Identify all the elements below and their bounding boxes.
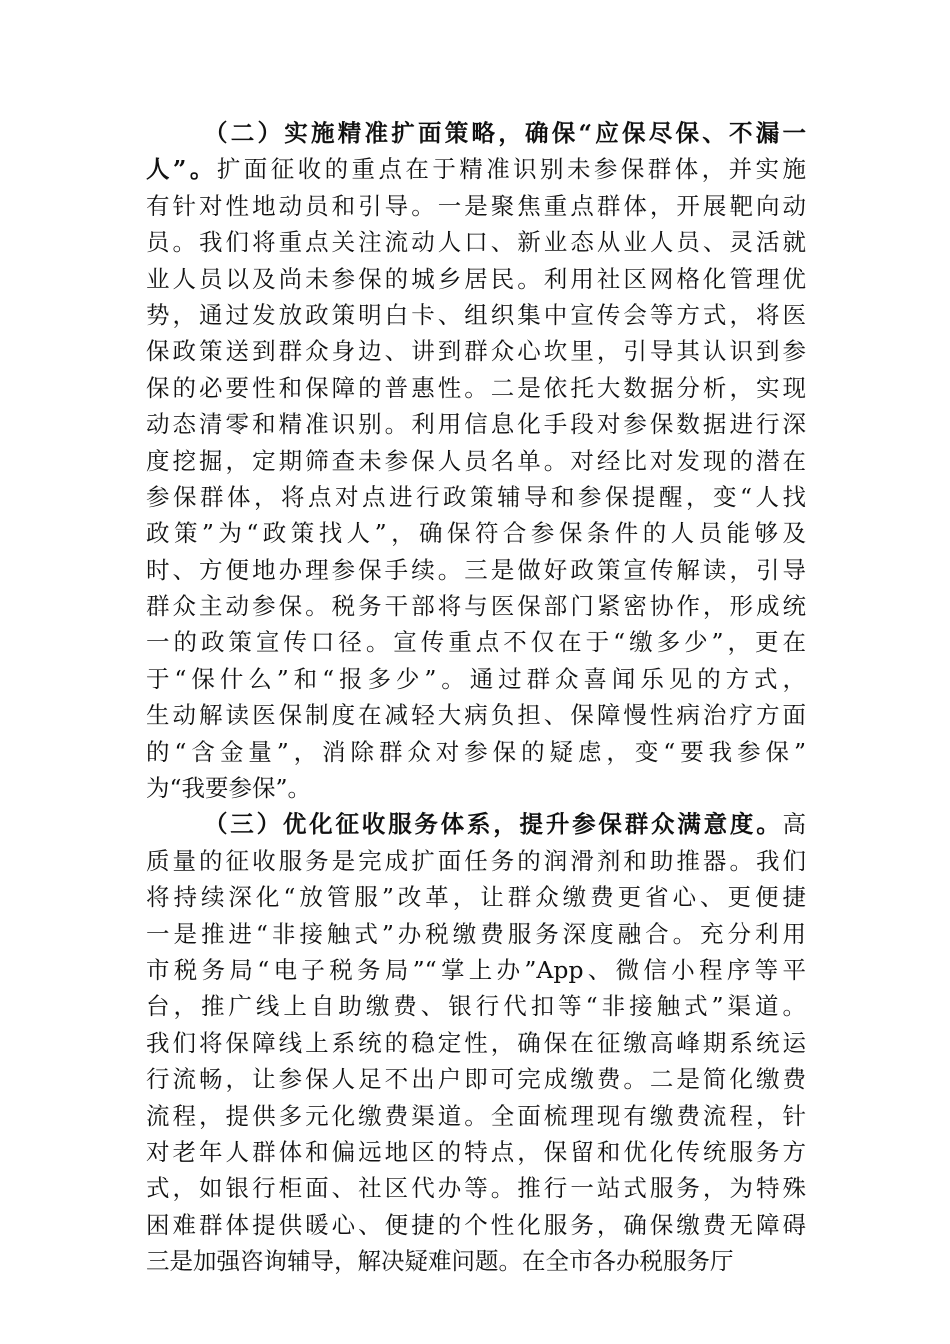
text-line: 为“我要参保”。 [146, 774, 312, 803]
text-line: 台，推广线上自助缴费、银行代扣等“非接触式”渠道。 [146, 992, 806, 1021]
text-line: 保的必要性和保障的普惠性。二是依托大数据分析，实现 [146, 373, 806, 402]
text-line: 群众主动参保。税务干部将与医保部门紧密协作，形成统 [146, 592, 806, 621]
text-line: 于“保什么”和“报多少”。通过群众喜闻乐见的方式， [146, 664, 806, 693]
text-line: 政策”为“政策找人”，确保符合参保条件的人员能够及 [146, 519, 806, 548]
text-line: 参保群体，将点对点进行政策辅导和参保提醒，变“人找 [146, 482, 806, 511]
text-line: 流程，提供多元化缴费渠道。全面梳理现有缴费流程，针 [146, 1101, 806, 1130]
text-line: 的“含金量”，消除群众对参保的疑虑，变“要我参保” [146, 737, 806, 766]
paragraph-text: 高 [782, 810, 806, 839]
text-line: 一是推进“非接触式”办税缴费服务深度融合。充分利用 [146, 919, 806, 948]
paragraph-1 [146, 115, 806, 806]
text-line: 质量的征收服务是完成扩面任务的润滑剂和助推器。我们 [146, 846, 806, 875]
text-line: 员。我们将重点关注流动人口、新业态从业人员、灵活就 [146, 228, 806, 257]
text-line: 保政策送到群众身边、讲到群众心坎里，引导其认识到参 [146, 337, 806, 366]
paragraph-heading: （二）实施精准扩面策略，确保“应保尽保、不漏一 [204, 119, 806, 147]
text-line: 时、方便地办理参保手续。三是做好政策宣传解读，引导 [146, 555, 806, 584]
text-line: 困难群体提供暖心、便捷的个性化服务，确保缴费无障碍 [146, 1210, 806, 1239]
text-line: 势，通过发放政策明白卡、组织集中宣传会等方式，将医 [146, 300, 806, 329]
document-body [146, 115, 806, 1280]
paragraph-heading-continued: 人”。 [146, 155, 217, 184]
text-line: 市税务局“电子税务局”“掌上办”App、微信小程序等平 [146, 955, 806, 984]
text-line [146, 806, 806, 842]
text-line: 将持续深化“放管服”改革，让群众缴费更省心、更便捷 [146, 883, 806, 912]
text-line: 生动解读医保制度在减轻大病负担、保障慢性病治疗方面 [146, 701, 806, 730]
text-line: 业人员以及尚未参保的城乡居民。利用社区网格化管理优 [146, 264, 806, 293]
paragraph-heading: （三）优化征收服务体系，提升参保群众满意度。 [204, 810, 783, 839]
text-line: 度挖掘，定期筛查未参保人员名单。对经比对发现的潜在 [146, 446, 806, 475]
text-line: 对老年人群体和偏远地区的特点，保留和优化传统服务方 [146, 1137, 806, 1166]
text-line: 有针对性地动员和引导。一是聚焦重点群体，开展靶向动 [146, 191, 806, 220]
text-line: 一的政策宣传口径。宣传重点不仅在于“缴多少”，更在 [146, 628, 806, 657]
paragraph-2 [146, 806, 806, 1279]
text-line: 行流畅，让参保人足不出户即可完成缴费。二是简化缴费 [146, 1065, 806, 1094]
text-line: 式，如银行柜面、社区代办等。推行一站式服务，为特殊 [146, 1174, 806, 1203]
text-line: 动态清零和精准识别。利用信息化手段对参保数据进行深 [146, 410, 806, 439]
text-line [146, 115, 806, 151]
paragraph-text: 扩面征收的重点在于精准识别未参保群体，并实施 [216, 155, 806, 184]
text-line: 我们将保障线上系统的稳定性，确保在征缴高峰期系统运 [146, 1028, 806, 1057]
text-line: 三是加强咨询辅导，解决疑难问题。在全市各办税服务厅 [146, 1247, 734, 1276]
text-line [146, 151, 806, 187]
